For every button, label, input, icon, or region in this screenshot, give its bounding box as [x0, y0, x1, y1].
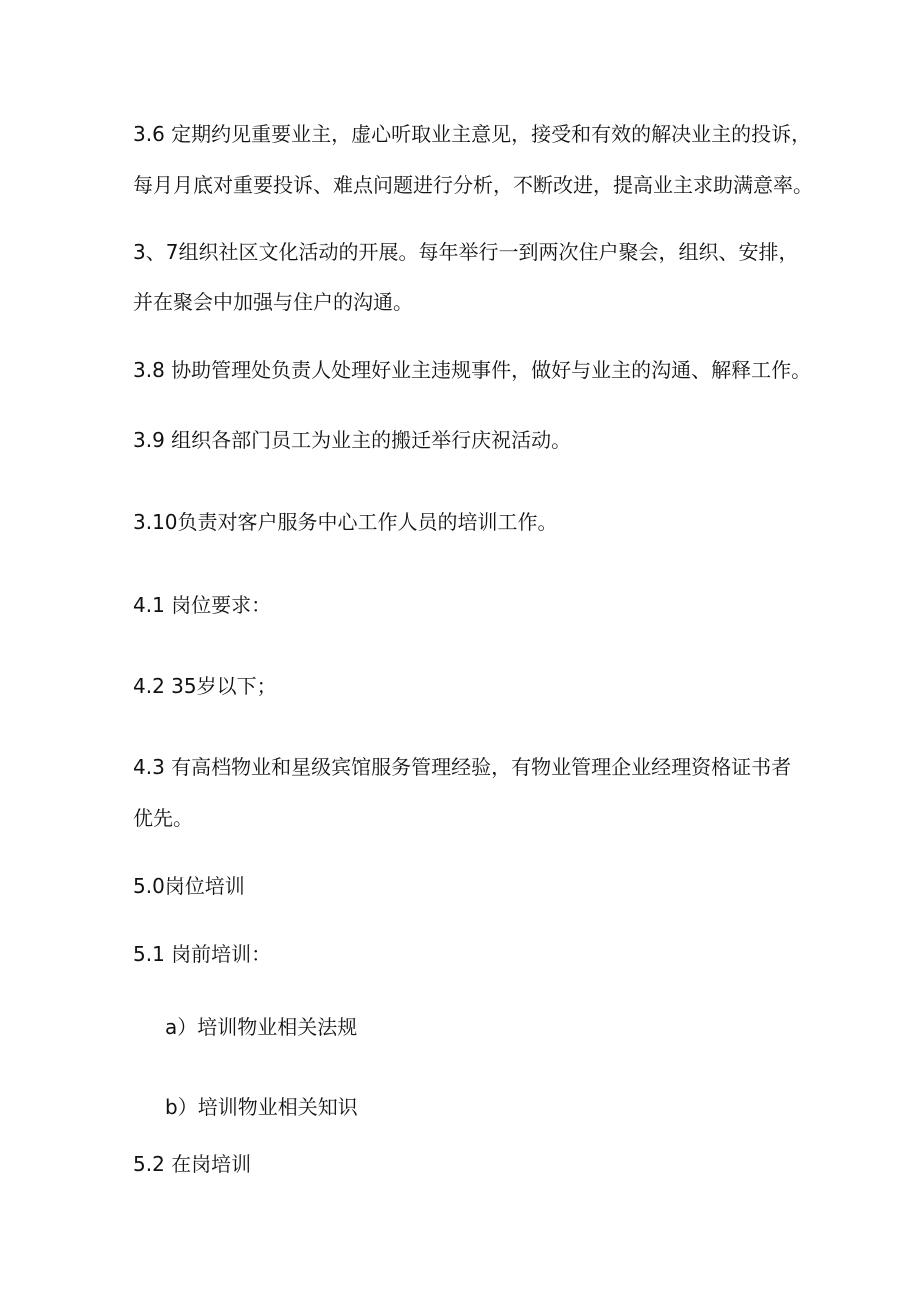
paragraph-4-1: 4.1 岗位要求：	[133, 593, 272, 617]
paragraph-3-10: 3.10负责对客户服务中心工作人员的培训工作。	[133, 510, 558, 534]
paragraph-3-6-line-2: 每月月底对重要投诉、难点问题进行分析，不断改进，提高业主求助满意率。	[133, 173, 813, 197]
paragraph-4-3-line-1: 4.3 有高档物业和星级宾馆服务管理经验，有物业管理企业经理资格证书者	[133, 755, 792, 779]
list-item-b: b）培训物业相关知识	[165, 1095, 358, 1119]
list-item-a: a）培训物业相关法规	[165, 1015, 358, 1039]
paragraph-3-9: 3.9 组织各部门员工为业主的搬迁举行庆祝活动。	[133, 428, 572, 452]
heading-5-0: 5.0岗位培训	[133, 874, 245, 898]
paragraph-5-2: 5.2 在岗培训	[133, 1152, 252, 1176]
paragraph-3-7-line-1: 3、7组织社区文化活动的开展。每年举行一到两次住户聚会，组织、安排，	[133, 240, 799, 264]
paragraph-3-8: 3.8 协助管理处负责人处理好业主违规事件，做好与业主的沟通、解释工作。	[133, 358, 812, 382]
paragraph-4-3-line-2: 优先。	[133, 806, 193, 830]
paragraph-4-2: 4.2 35岁以下；	[133, 674, 277, 698]
paragraph-3-7-line-2: 并在聚会中加强与住户的沟通。	[133, 290, 413, 314]
paragraph-5-1: 5.1 岗前培训：	[133, 942, 272, 966]
paragraph-3-6-line-1: 3.6 定期约见重要业主，虚心听取业主意见，接受和有效的解决业主的投诉，	[133, 122, 812, 146]
